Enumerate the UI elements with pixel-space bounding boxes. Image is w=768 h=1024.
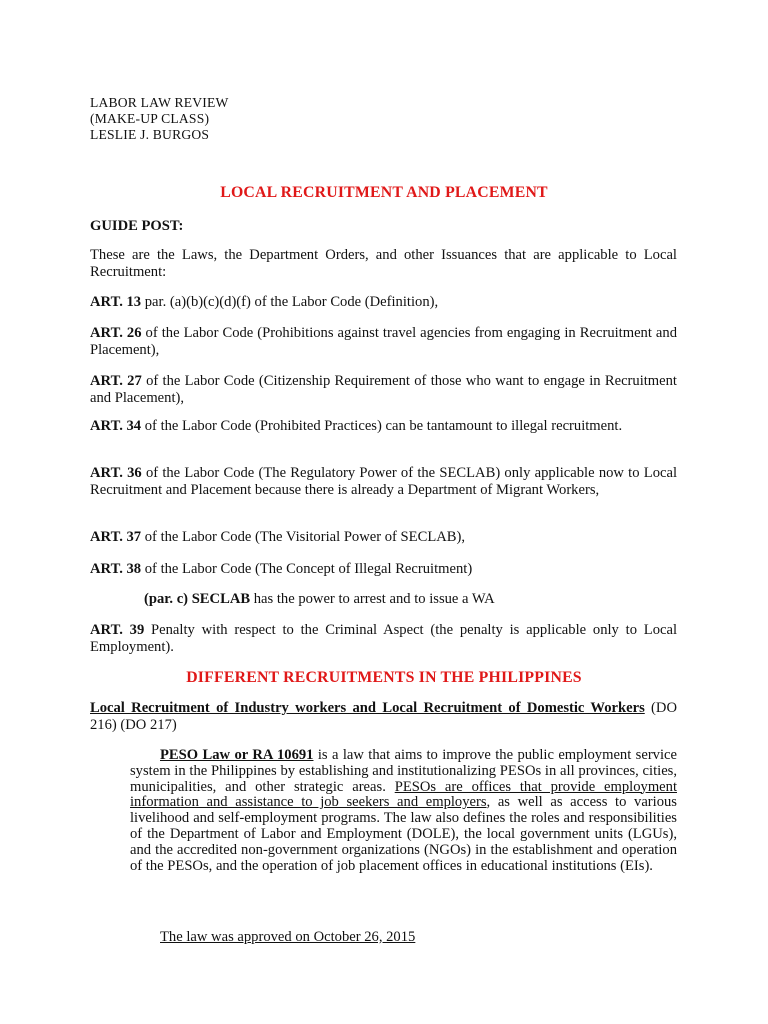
article-art13: ART. 13 par. (a)(b)(c)(d)(f) of the Labor Code (Definition), <box>90 294 439 310</box>
article-art26: ART. 26 of the Labor Code (Prohibitions against travel agencies from engaging in Recruitment and Placement), <box>90 325 678 358</box>
article-label: ART. 27 <box>90 373 142 389</box>
header-course: LABOR LAW REVIEW <box>90 95 229 110</box>
article-label: ART. 34 <box>90 418 142 434</box>
article-label: ART. 38 <box>90 561 142 577</box>
header-class: (MAKE-UP CLASS) <box>90 111 210 126</box>
intro-paragraph: These are the Laws, the Department Orders, and other Issuances that are applicable to Local Recruitment: <box>90 247 677 280</box>
section-title-recruitments: DIFFERENT RECRUITMENTS IN THE PHILIPPINES <box>186 669 582 686</box>
article-art36: ART. 36 of the Labor Code (The Regulatory Power of the SECLAB) only applicable now to Local Recruitment and Placement because there is already a Department of Migrant Workers, <box>90 465 677 498</box>
article-art34: ART. 34 of the Labor Code (Prohibited Practices) can be tantamount to illegal recruitment. <box>90 418 623 434</box>
peso-definition: PESOs are offices that provide employment information and assistance to job seekers and employers <box>130 778 677 811</box>
subheading-local-recruitment: Local Recruitment of Industry workers and Local Recruitment of Domestic Workers (DO 216) (DO 217) <box>90 700 677 733</box>
article-label: ART. 39 <box>90 622 145 638</box>
article-art38: ART. 38 of the Labor Code (The Concept of Illegal Recruitment) <box>90 561 473 577</box>
peso-law-paragraph: PESO Law or RA 10691 is a law that aims to improve the public employment service system in the Philippines by establishing and institutionalizing PESOs in all provinces, cities, municipalities, and other strategic areas. PESOs are offices that provide employment information and assistance to job seekers and employers, as well as access to various livelihood and self-employment programs. The law also defines the roles and responsibilities of the Department of Labor and Employment (DOLE), the local government units (LGUs), and the accredited non-government organizations (NGOs) in the establishment and operation of the PESOs, and the operation of job placement offices in educational institutions (EIs). <box>130 747 677 874</box>
art38-par-c: (par. c) SECLAB has the power to arrest and to issue a WA <box>144 591 495 607</box>
article-label: ART. 26 <box>90 325 142 341</box>
approval-date-line: The law was approved on October 26, 2015 <box>160 929 416 945</box>
peso-law-label: PESO Law or RA 10691 <box>160 747 314 763</box>
article-label: ART. 36 <box>90 465 142 481</box>
par-c-label: (par. c) SECLAB <box>144 591 251 607</box>
guide-post-heading: GUIDE POST: <box>90 218 184 234</box>
article-art39: ART. 39 Penalty with respect to the Criminal Aspect (the penalty is applicable only to Local Employment). <box>90 622 677 655</box>
article-art37: ART. 37 of the Labor Code (The Visitorial Power of SECLAB), <box>90 529 466 545</box>
page-title: LOCAL RECRUITMENT AND PLACEMENT <box>220 184 548 201</box>
article-label: ART. 13 <box>90 294 142 310</box>
article-label: ART. 37 <box>90 529 142 545</box>
article-art27: ART. 27 of the Labor Code (Citizenship Requirement of those who want to engage in Recruitment and Placement), <box>90 373 677 406</box>
header-block <box>90 95 229 143</box>
header-author: LESLIE J. BURGOS <box>90 127 210 142</box>
